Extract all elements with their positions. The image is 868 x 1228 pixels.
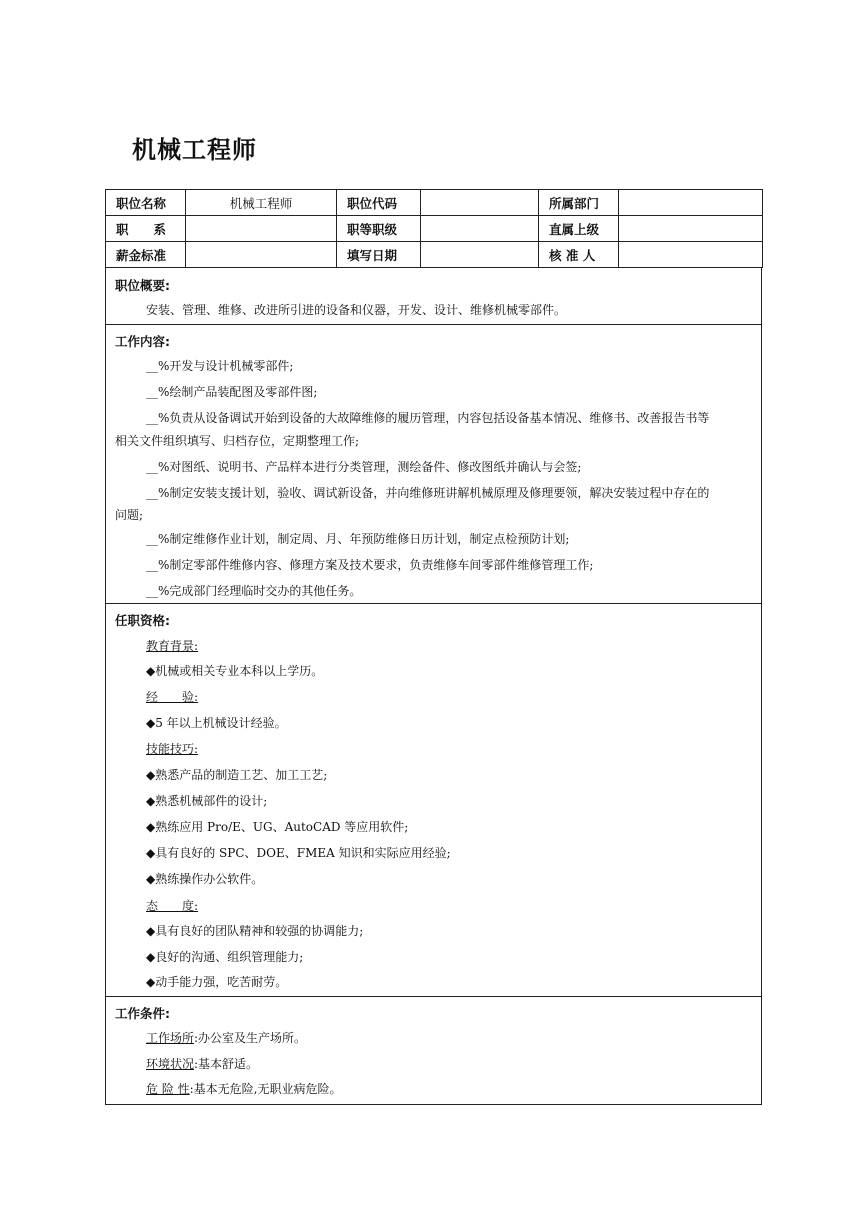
environment-value: :基本舒适。 (194, 1057, 259, 1071)
table-row (106, 190, 763, 216)
list-item: __%制定安装支援计划，验收、调试新设备，并向维修班讲解机械原理及修理要领，解决安装过程中存在的 (146, 486, 710, 500)
overview-heading: 职位概要: (115, 278, 170, 293)
job-family-value (186, 216, 337, 242)
table-row (106, 216, 763, 242)
duties-heading: 工作内容: (115, 334, 170, 349)
table-row (106, 242, 763, 268)
list-item: __%制定维修作业计划，制定周、月、年预防维修日历计划，制定点检预防计划; (146, 532, 570, 546)
grade-level-value (421, 216, 539, 242)
department-value (619, 190, 763, 216)
education-label: 教育背景: (146, 639, 199, 653)
salary-value (186, 242, 337, 268)
fill-date-value (421, 242, 539, 268)
supervisor-value (619, 216, 763, 242)
overview-section (105, 268, 762, 325)
list-item: ◆熟练应用 Pro/E、UG、AutoCAD 等应用软件; (146, 820, 409, 834)
list-item: 相关文件组织填写、归档存位，定期整理工作; (115, 434, 360, 448)
list-item: ◆熟练操作办公软件。 (146, 872, 264, 886)
list-item: __%绘制产品装配图及零部件图; (146, 385, 318, 399)
education-item: ◆机械或相关专业本科以上学历。 (146, 664, 324, 678)
hazard-row (146, 1080, 342, 1097)
list-item: __%对图纸、说明书、产品样本进行分类管理，测绘备件、修改图纸并确认与会签; (146, 460, 582, 474)
workplace-label: 工作场所 (146, 1031, 195, 1045)
hazard-value: :基本无危险,无职业病危险。 (189, 1082, 342, 1096)
position-code-label: 职位代码 (337, 190, 421, 216)
list-item: __%开发与设计机械零部件; (146, 359, 294, 373)
list-item: __%负责从设备调试开始到设备的大故障维修的履历管理，内容包括设备基本情况、维修书、改善报告书等 (146, 411, 710, 425)
environment-row (146, 1055, 258, 1072)
conditions-section (105, 997, 762, 1105)
environment-label: 环境状况 (146, 1057, 195, 1071)
grade-level-label: 职等职级 (337, 216, 421, 242)
list-item: ◆具有良好的 SPC、DOE、FMEA 知识和实际应用经验; (146, 846, 451, 860)
workplace-value: :办公室及生产场所。 (194, 1031, 307, 1045)
job-family-label: 职 系 (106, 216, 186, 242)
duties-section (105, 325, 762, 604)
list-item: ◆良好的沟通、组织管理能力; (146, 950, 304, 964)
position-info-table (105, 189, 763, 268)
list-item: __%完成部门经理临时交办的其他任务。 (146, 584, 362, 598)
hazard-label: 危 险 性 (146, 1082, 190, 1096)
list-item: ◆动手能力强，吃苦耐劳。 (146, 975, 288, 989)
supervisor-label: 直属上级 (539, 216, 619, 242)
list-item: ◆具有良好的团队精神和较强的协调能力; (146, 924, 364, 938)
list-item: ◆熟悉机械部件的设计; (146, 794, 268, 808)
position-name-value: 机械工程师 (186, 190, 337, 216)
salary-label: 薪金标准 (106, 242, 186, 268)
experience-item: ◆5 年以上机械设计经验。 (146, 716, 287, 730)
attitude-label: 态 度: (146, 899, 199, 913)
position-code-value (421, 190, 539, 216)
approver-label: 核 准 人 (539, 242, 619, 268)
list-item: 问题; (115, 508, 144, 522)
approver-value (619, 242, 763, 268)
list-item: __%制定零部件维修内容、修理方案及技术要求，负责维修车间零部件维修管理工作; (146, 558, 594, 572)
position-name-label: 职位名称 (106, 190, 186, 216)
overview-text: 安装、管理、维修、改进所引进的设备和仪器，开发、设计、维修机械零部件。 (146, 303, 567, 317)
workplace-row (146, 1029, 306, 1046)
qualifications-section (105, 604, 762, 997)
page-title: 机械工程师 (132, 136, 257, 164)
conditions-heading: 工作条件: (115, 1006, 170, 1021)
fill-date-label: 填写日期 (337, 242, 421, 268)
department-label: 所属部门 (539, 190, 619, 216)
experience-label: 经 验: (146, 690, 199, 704)
list-item: ◆熟悉产品的制造工艺、加工工艺; (146, 768, 328, 782)
skills-label: 技能技巧: (146, 742, 199, 756)
qualifications-heading: 任职资格: (115, 613, 170, 628)
